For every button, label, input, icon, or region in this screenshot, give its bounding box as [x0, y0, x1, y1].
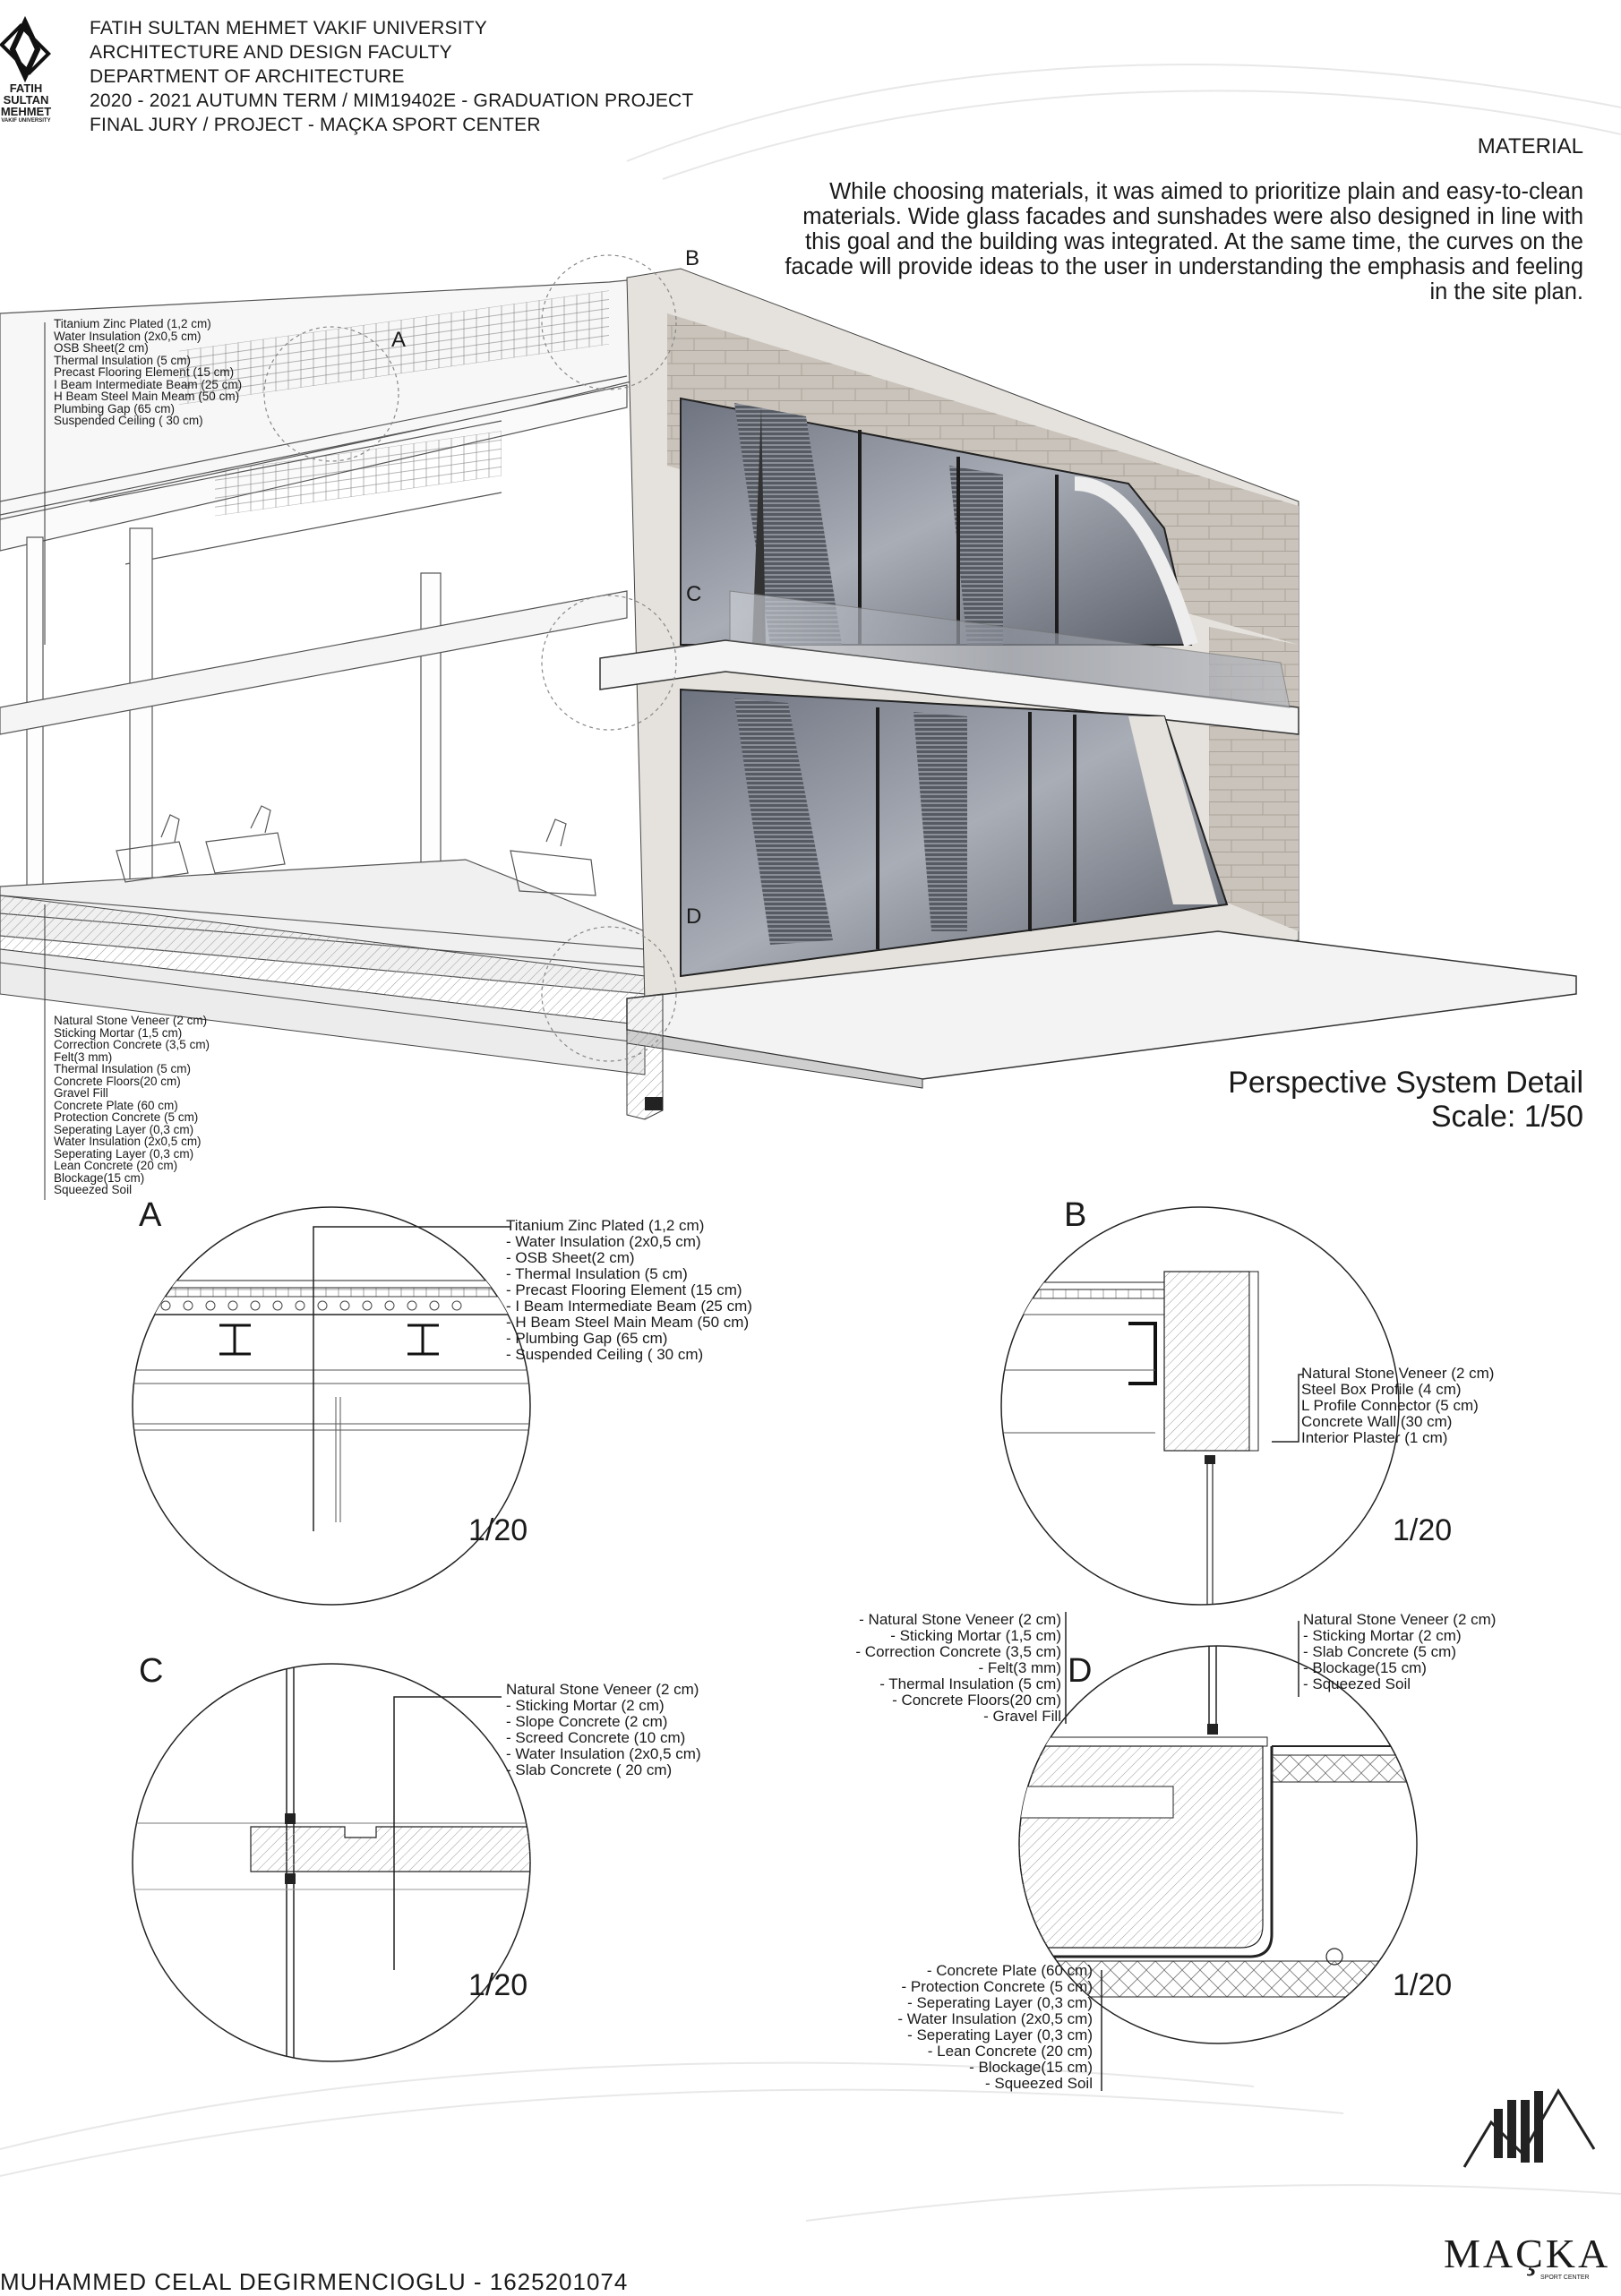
layer-label: Natural Stone Veneer (2 cm) [1301, 1365, 1495, 1382]
layer-label: - Felt(3 mm) [978, 1659, 1061, 1676]
layer-label: - Screed Concrete (10 cm) [506, 1729, 686, 1746]
layer-label: - Sticking Mortar (2 cm) [1303, 1627, 1462, 1644]
detail-b-letter: B [1064, 1196, 1087, 1234]
layer-label: Concrete Plate (60 cm) [54, 1098, 178, 1112]
brand-subtitle: SPORT CENTER [1540, 2275, 1590, 2281]
layer-label: Seperating Layer (0,3 cm) [54, 1122, 194, 1136]
marker-a: A [391, 328, 407, 352]
layer-label: - Sticking Mortar (2 cm) [506, 1697, 665, 1714]
layer-label: - Plumbing Gap (65 cm) [506, 1330, 668, 1347]
layer-label: OSB Sheet(2 cm) [54, 341, 149, 355]
layer-label: - Correction Concrete (3,5 cm) [855, 1643, 1061, 1660]
logo-line: VAKIF UNIVERSITY [1, 118, 51, 124]
layer-label: Steel Box Profile (4 cm) [1301, 1381, 1462, 1398]
layer-label: Blockage(15 cm) [54, 1170, 145, 1185]
layer-label: Correction Concrete (3,5 cm) [54, 1038, 210, 1051]
layer-label: - Water Insulation (2x0,5 cm) [897, 2010, 1093, 2027]
layer-label: Protection Concrete (5 cm) [54, 1110, 199, 1124]
perspective-floor-layers [54, 1015, 210, 1196]
detail-d-right-top-layers [1303, 1612, 1496, 1692]
layer-label: - Seperating Layer (0,3 cm) [907, 2026, 1093, 2043]
material-paragraph: While choosing materials, it was aimed to prioritize plain and easy-to-clean materials. Wide glass facades and sunshades were also designed in line with this goal and the building was integrated. At the same time, the curves on the facade will provide ideas to the user in understanding the emphasis and feeling in the site plan. [785, 179, 1583, 304]
layer-label: - H Beam Steel Main Meam (50 cm) [506, 1314, 750, 1331]
logo-line: SULTAN [3, 93, 49, 107]
layer-label: Water Insulation (2x0,5 cm) [54, 329, 202, 343]
layer-label: Plumbing Gap (65 cm) [54, 401, 176, 416]
detail-b-layers [1301, 1366, 1494, 1446]
layer-label: - OSB Sheet(2 cm) [506, 1249, 635, 1266]
layer-label: Concrete Wall (30 cm) [1301, 1413, 1453, 1430]
logo-line: FATIH [9, 81, 43, 95]
layer-label: - Blockage(15 cm) [969, 2059, 1093, 2076]
layer-label: - Seperating Layer (0,3 cm) [907, 1994, 1093, 2011]
layer-label: Natural Stone Veneer (2 cm) [506, 1681, 699, 1698]
layer-label: Sticking Mortar (1,5 cm) [54, 1025, 183, 1040]
macka-logo [1464, 2091, 1594, 2167]
header-line-department: DEPARTMENT OF ARCHITECTURE [90, 66, 405, 87]
layer-label: - Natural Stone Veneer (2 cm) [859, 1611, 1061, 1628]
detail-d-letter: D [1068, 1652, 1093, 1690]
layer-label: - Gravel Fill [983, 1708, 1061, 1725]
marker-c: C [686, 582, 702, 606]
layer-label: Squeezed Soil [54, 1183, 133, 1196]
header-line-faculty: ARCHITECTURE AND DESIGN FACULTY [90, 42, 452, 63]
layer-label: Suspended Ceiling ( 30 cm) [54, 414, 203, 427]
layer-label: - Sticking Mortar (1,5 cm) [890, 1627, 1061, 1644]
layer-label: - Slab Concrete (5 cm) [1303, 1643, 1456, 1660]
logo-caption [0, 82, 52, 124]
brand-name: MAÇKA [1444, 2231, 1611, 2276]
layer-label: Interior Plaster (1 cm) [1301, 1429, 1448, 1446]
layer-label: Precast Flooring Element (15 cm) [54, 365, 235, 379]
layer-label: I Beam Intermediate Beam (25 cm) [54, 377, 243, 391]
detail-c-layers [506, 1682, 701, 1778]
layer-label: - Concrete Plate (60 cm) [926, 1962, 1093, 1979]
layer-label: - Concrete Floors(20 cm) [892, 1692, 1061, 1709]
layer-label: - Squeezed Soil [984, 2075, 1093, 2092]
layer-label: - Protection Concrete (5 cm) [901, 1978, 1093, 1995]
marker-d: D [686, 904, 702, 929]
detail-d-left-top-layers [855, 1612, 1061, 1725]
detail-d-scale: 1/20 [1393, 1968, 1453, 2002]
header-line-term: 2020 - 2021 AUTUMN TERM / MIM19402E - GRADUATION PROJECT [90, 90, 694, 111]
layer-label: Water Insulation (2x0,5 cm) [54, 1135, 202, 1148]
layer-label: - Water Insulation (2x0,5 cm) [506, 1745, 701, 1762]
perspective-scale: Scale: 1/50 [1430, 1100, 1583, 1134]
layer-label: - I Beam Intermediate Beam (25 cm) [506, 1298, 752, 1315]
layer-label: - Thermal Insulation (5 cm) [506, 1265, 688, 1282]
detail-b-scale: 1/20 [1393, 1513, 1453, 1547]
header-line-university: FATIH SULTAN MEHMET VAKIF UNIVERSITY [90, 18, 487, 39]
detail-c-letter: C [139, 1652, 164, 1690]
detail-a-letter: A [139, 1196, 162, 1234]
author-line: MUHAMMED CELAL DEGIRMENCIOGLU - 1625201074 [0, 2268, 629, 2295]
layer-label: L Profile Connector (5 cm) [1301, 1397, 1479, 1414]
logo-line: MEHMET [0, 105, 52, 118]
header-block [90, 16, 693, 137]
layer-label: - Suspended Ceiling ( 30 cm) [506, 1346, 704, 1363]
detail-a-scale: 1/20 [468, 1513, 528, 1547]
layer-label: Gravel Fill [54, 1086, 108, 1100]
detail-a-layers [506, 1218, 752, 1363]
layer-label: - Slab Concrete ( 20 cm) [506, 1761, 673, 1778]
layer-label: - Squeezed Soil [1303, 1675, 1411, 1692]
layer-label: Natural Stone Veneer (2 cm) [1303, 1611, 1497, 1628]
layer-label: Concrete Floors(20 cm) [54, 1074, 181, 1088]
perspective-roof-layers [54, 318, 242, 427]
layer-label: Seperating Layer (0,3 cm) [54, 1146, 194, 1161]
marker-b: B [685, 246, 700, 270]
header-line-jury: FINAL JURY / PROJECT - MAÇKA SPORT CENTER [90, 115, 541, 135]
university-logo [2, 22, 48, 76]
layer-label: Felt(3 mm) [54, 1049, 113, 1064]
layer-label: Lean Concrete (20 cm) [54, 1159, 178, 1172]
perspective-title: Perspective System Detail [1228, 1066, 1583, 1100]
layer-label: - Precast Flooring Element (15 cm) [506, 1281, 742, 1298]
layer-label: Titanium Zinc Plated (1,2 cm) [506, 1217, 705, 1234]
layer-label: - Water Insulation (2x0,5 cm) [506, 1233, 701, 1250]
layer-label: - Slope Concrete (2 cm) [506, 1713, 668, 1730]
detail-c-scale: 1/20 [468, 1968, 528, 2002]
layer-label: - Thermal Insulation (5 cm) [879, 1675, 1061, 1692]
layer-label: - Lean Concrete (20 cm) [927, 2043, 1093, 2060]
layer-label: H Beam Steel Main Meam (50 cm) [54, 390, 240, 403]
layer-label: Titanium Zinc Plated (1,2 cm) [54, 317, 211, 330]
layer-label: Thermal Insulation (5 cm) [54, 1062, 192, 1075]
layer-label: Natural Stone Veneer (2 cm) [54, 1014, 208, 1027]
detail-d-bottom-layers [897, 1963, 1093, 2092]
material-title: MATERIAL [1477, 134, 1583, 158]
layer-label: - Blockage(15 cm) [1303, 1659, 1427, 1676]
layer-label: Thermal Insulation (5 cm) [54, 353, 192, 367]
